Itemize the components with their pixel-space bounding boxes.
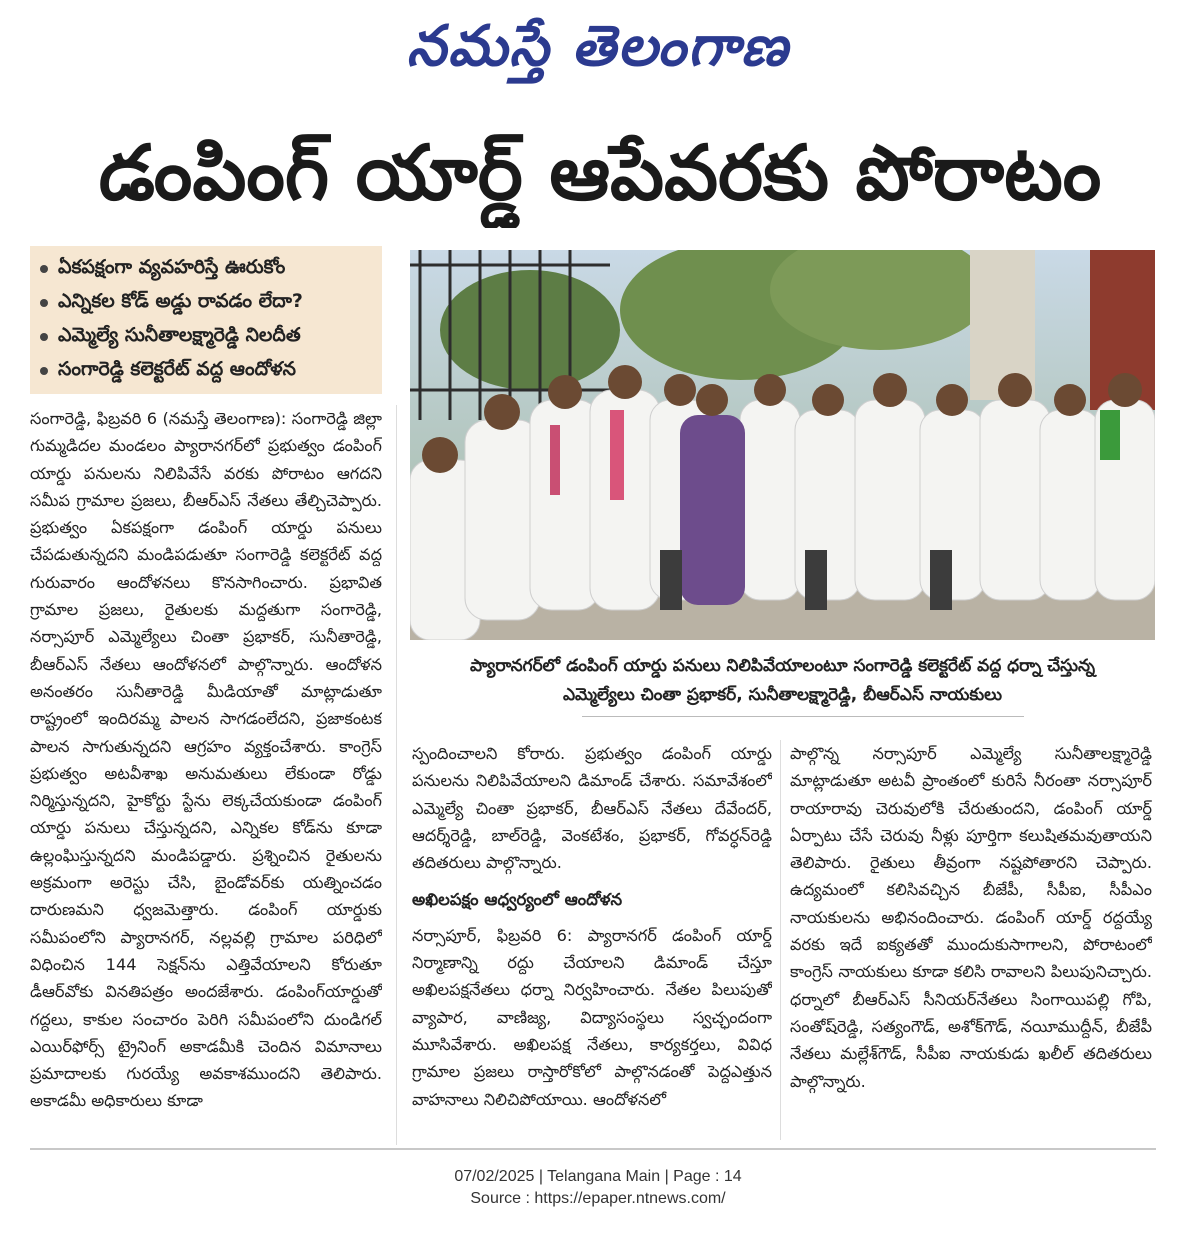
section-subheading: అఖిలపక్షం ఆధ్వర్యంలో ఆందోళన [412, 890, 623, 910]
highlight-text: ఎమ్మెల్యే సునీతాలక్ష్మారెడ్డి నిలదీత [58, 323, 301, 346]
caption-line-1: ప్యారానగర్‌లో డంపింగ్ యార్డు పనులు నిలిపివేయాలంటూ సంగారెడ్డి కలెక్టరేట్ వద్ద ధర్నా చేస్తున్న [470, 656, 1095, 676]
article-column-2 [412, 740, 772, 1150]
bullet-icon [40, 265, 48, 273]
headline: డంపింగ్ యార్డ్ ఆపేవరకు పోరాటం [98, 128, 1102, 217]
highlights-box [30, 246, 382, 394]
news-photo [410, 250, 1155, 640]
column-divider [396, 405, 397, 1145]
footer-source: Source : https://epaper.ntnews.com/ [470, 1190, 726, 1207]
highlight-item [40, 252, 372, 286]
article-paragraph: స్పందించాలని కోరారు. ప్రభుత్వం డంపింగ్ యార్డు పనులను నిలిపివేయాలని డిమాండ్ చేశారు. సమావేశంలో ఎమ్మెల్యే చింతా ప్రభాకర్, బీఆర్‌ఎస్ నేతలు దేవేందర్, ఆదర్శ్‌రెడ్డి, బాల్‌రెడ్డి, వెంకటేశం, ప్రభాకర్, గోవర్ధన్‌రెడ్డి తదితరులు పాల్గొన్నారు. [412, 744, 772, 873]
masthead-title: నమస్తే తెలంగాణ [406, 14, 790, 79]
bullet-icon [40, 333, 48, 341]
photo-caption [410, 652, 1155, 710]
highlight-text: ఏకపక్షంగా వ్యవహరిస్తే ఊరుకోం [58, 255, 286, 278]
highlight-item [40, 320, 372, 354]
footer-date-page: 07/02/2025 | Telangana Main | Page : 14 [454, 1168, 742, 1185]
column-divider [780, 740, 781, 1140]
highlight-item [40, 354, 372, 388]
page-footer [0, 1166, 1196, 1210]
highlight-text: ఎన్నికల కోడ్ అడ్డు రావడం లేదా? [58, 289, 303, 312]
bullet-icon [40, 367, 48, 375]
footer-divider [30, 1148, 1156, 1150]
protest-photo-illustration [410, 250, 1155, 640]
bullet-icon [40, 299, 48, 307]
masthead-logo [0, 8, 1196, 86]
highlight-item [40, 286, 372, 320]
article-paragraph: నర్సాపూర్, ఫిబ్రవరి 6: ప్యారానగర్ డంపింగ్ యార్డ్ నిర్మాణాన్ని రద్దు చేయాలని డిమాండ్ చేస్తూ అఖిలపక్షనేతలు ధర్నా నిర్వహించారు. నేతల పిలుపుతో వ్యాపార, వాణిజ్య, విద్యాసంస్థలు స్వచ్ఛందంగా మూసివేశారు. అఖిలపక్ష నేతలు, కార్యకర్తలు, వివిధ గ్రామాల ప్రజలు రాస్తారోకోలో పాల్గొనడంతో పెద్దఎత్తున వాహనాలు నిలిచిపోయాయి. ఆందోళనలో [412, 925, 772, 1109]
caption-divider [582, 716, 1024, 717]
article-column-1: సంగారెడ్డి, ఫిబ్రవరి 6 (నమస్తే తెలంగాణ): సంగారెడ్డి జిల్లా గుమ్మడిదల మండలం ప్యారానగర్‌లో ప్రభుత్వం డంపింగ్ యార్డు పనులను నిలిపివేసే వరకు పోరాటం ఆగదని సమీప గ్రామాల ప్రజలు, బీఆర్‌ఎస్ నేతలు తేల్చిచెప్పారు. ప్రభుత్వం ఏకపక్షంగా డంపింగ్ యార్డు పనులు చేపడుతున్నదని మండిపడుతూ సంగారెడ్డి కలెక్టరేట్ వద్ద గురువారం ఆందోళనలు కొనసాగించారు. ప్రభావిత గ్రామాల ప్రజలు, రైతులకు మద్దతుగా సంగారెడ్డి, నర్సాపూర్ ఎమ్మెల్యేలు చింతా ప్రభాకర్, సునీతారెడ్డి, బీఆర్‌ఎస్ నేతలు ఆందోళనలో పాల్గొన్నారు. ఆందోళన అనంతరం సునీతారెడ్డి మీడియాతో మాట్లాడుతూ రాష్ట్రంలో ఇందిరమ్మ పాలన సాగడంలేదని, ప్రజాకంటక పాలన సాగుతున్నదని ఆగ్రహం వ్యక్తంచేశారు. కాంగ్రెస్ ప్రభుత్వం అటవీశాఖ అనుమతులు లేకుండా రోడ్డు నిర్మిస్తున్నదని, హైకోర్టు స్టేను లెక్కచేయకుండా డంపింగ్ యార్డు పనులు చేస్తున్నదని, ఎన్నికల కోడ్‌ను కూడా ఉల్లంఘిస్తున్నదని మండిపడ్డారు. ప్రశ్నించిన రైతులను అక్రమంగా అరెస్టు చేసి, బైండోవర్‌కు యత్నించడం దారుణమని ధ్వజమెత్తారు. డంపింగ్ యార్డుకు సమీపంలోని ప్యారానగర్, నల్లవల్లి గ్రామాల పరిధిలో విధించిన 144 సెక్షన్‌ను ఎత్తివేయాలని కోరుతూ డీఆర్‌వోకు వినతిపత్రం అందజేశారు. డంపింగ్‌యార్డుతో గద్దలు, కాకుల సంచారం పెరిగి సమీపంలోని దుండిగల్ ఎయిర్‌ఫోర్స్ ట్రైనింగ్ అకాడమీకి చెందిన విమానాలు ప్రమాదాలకు గురయ్యే అవకాశముందని తెలిపారు. అకాడమీ అధికారులు కూడా [30, 409, 382, 1111]
article-column-3: పాల్గొన్న నర్సాపూర్ ఎమ్మెల్యే సునీతాలక్ష్మారెడ్డి మాట్లాడుతూ అటవీ ప్రాంతంలో కురిసే నీరంతా నర్సాపూర్ రాయారావు చెరువులోకి చేరుతుందని, డంపింగ్ యార్డ్ ఏర్పాటు చేసే చెరువు నీళ్లు పూర్తిగా కలుషితమవుతాయని తెలిపారు. రైతులు తీవ్రంగా నష్టపోతారని చెప్పారు. ఉద్యమంలో కలిసివచ్చిన బీజేపీ, సీపీఐ, సీపీఎం నాయకులను అభినందించారు. డంపింగ్ యార్డ్ రద్దయ్యే వరకు ఇదే ఐక్యతతో ముందుకుసాగాలని, పోరాటంలో కాంగ్రెస్ నాయకులు కూడా కలిసి రావాలని పిలుపునిచ్చారు. ధర్నాలో బీఆర్‌ఎస్ సీనియర్‌నేతలు సింగాయిపల్లి గోపి, సంతోష్‌రెడ్డి, సత్యంగౌడ్, అశోక్‌గౌడ్, నయీముద్దీన్, బీజేపీ నేతలు మల్లేశ్‌గౌడ్, సీపీఐ నాయకుడు ఖలీల్ తదితరులు పాల్గొన్నారు. [790, 744, 1152, 1091]
caption-line-2: ఎమ్మెల్యేలు చింతా ప్రభాకర్, సునీతాలక్ష్మారెడ్డి, బీఆర్‌ఎస్ నాయకులు [562, 685, 1003, 705]
highlight-text: సంగారెడ్డి కలెక్టరేట్ వద్ద ఆందోళన [58, 357, 297, 380]
